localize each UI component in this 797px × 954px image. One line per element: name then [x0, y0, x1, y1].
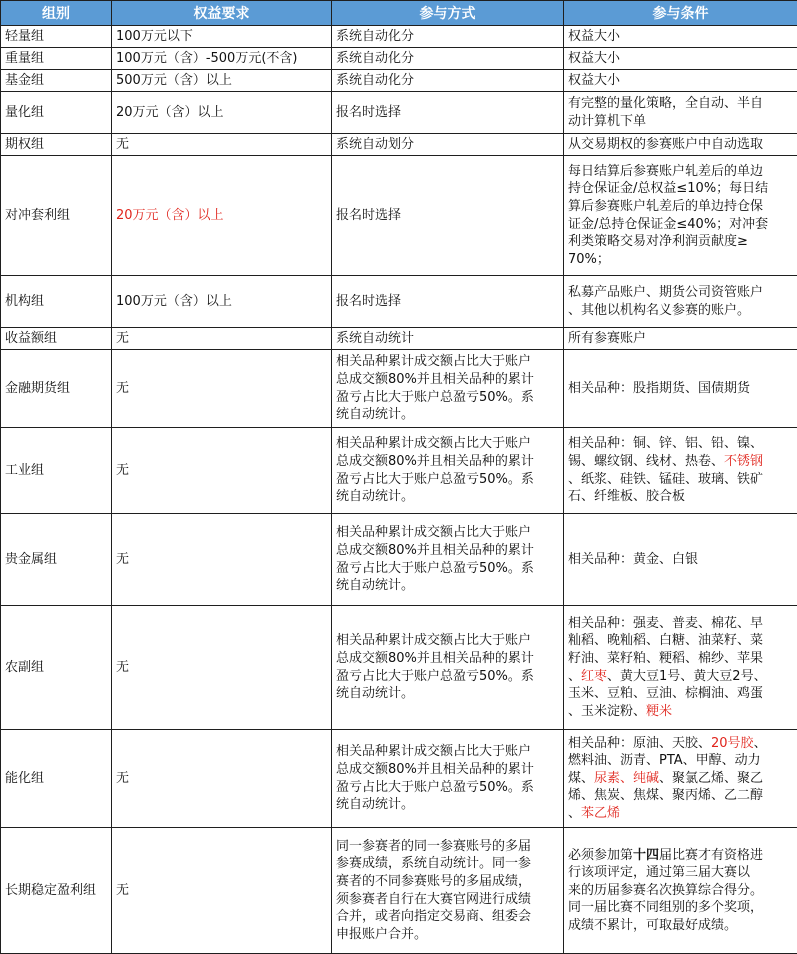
- condition-text: 、: [568, 806, 581, 821]
- highlighted-term: 粳米: [646, 704, 672, 719]
- cell-group: 基金组: [1, 70, 112, 92]
- method-line: 统自动统计。: [336, 577, 559, 595]
- cell-group: 长期稳定盈利组: [1, 828, 112, 954]
- condition-text: 、玉米淀粉、: [568, 704, 646, 719]
- condition-line: [568, 216, 793, 234]
- condition-line: [568, 685, 793, 703]
- header-group: 组别: [1, 1, 112, 26]
- cell-equity: 无: [112, 606, 332, 730]
- method-line: 合并，或者向指定交易商、组委会: [336, 908, 559, 926]
- method-line: 统自动统计。: [336, 488, 559, 506]
- cell-conditions: [564, 276, 797, 328]
- condition-text: 相关品种：黄金、白银: [568, 552, 698, 567]
- table-row: [1, 48, 797, 70]
- method-line: 盈亏占比大于账户总盈亏50%。系: [336, 668, 559, 686]
- cell-equity: 无: [112, 328, 332, 350]
- condition-text: 算后参赛账户轧差后的单边持仓保: [568, 199, 763, 214]
- condition-line: [568, 551, 793, 569]
- cell-equity: 500万元（含）以上: [112, 70, 332, 92]
- cell-group: 机构组: [1, 276, 112, 328]
- condition-text: 相关品种：原油、天胶、: [568, 736, 711, 751]
- condition-text: 利类策略交易对净利润贡献度≥: [568, 234, 748, 249]
- cell-conditions: [564, 48, 797, 70]
- condition-line: [568, 251, 793, 269]
- cell-equity: 无: [112, 514, 332, 606]
- table-row: [1, 606, 797, 730]
- condition-line: [568, 770, 793, 788]
- cell-group: 量化组: [1, 92, 112, 134]
- condition-text: 煤、: [568, 771, 594, 786]
- header-row: [1, 1, 797, 26]
- condition-text: 70%；: [568, 252, 610, 267]
- cell-group: 金融期货组: [1, 350, 112, 428]
- table-row: [1, 428, 797, 514]
- cell-method: [332, 428, 564, 514]
- condition-text: 有完整的量化策略，全自动、半自: [568, 96, 763, 111]
- condition-text: 持仓保证金/总权益≤10%；每日结: [568, 181, 768, 196]
- cell-conditions: [564, 328, 797, 350]
- method-line: 相关品种累计成交额占比大于账户: [336, 353, 559, 371]
- method-line: 总成交额80%并且相关品种的累计: [336, 453, 559, 471]
- condition-line: [568, 453, 793, 471]
- cell-conditions: [564, 26, 797, 48]
- cell-method: 系统自动化分: [332, 26, 564, 48]
- cell-group: 轻量组: [1, 26, 112, 48]
- cell-equity: 无: [112, 730, 332, 828]
- highlighted-term: 20号胶: [711, 736, 754, 751]
- cell-equity: 20万元（含）以上: [112, 156, 332, 276]
- header-equity: 权益要求: [112, 1, 332, 26]
- cell-method: 系统自动统计: [332, 328, 564, 350]
- highlighted-term: 不锈钢: [724, 454, 763, 469]
- method-line: 参赛成绩，系统自动统计。同一参: [336, 855, 559, 873]
- cell-equity: 无: [112, 134, 332, 156]
- cell-method: 报名时选择: [332, 156, 564, 276]
- method-line: 申报账户合并。: [336, 926, 559, 944]
- cell-group: 工业组: [1, 428, 112, 514]
- table-row: [1, 134, 797, 156]
- cell-method: [332, 828, 564, 954]
- method-line: 盈亏占比大于账户总盈亏50%。系: [336, 779, 559, 797]
- condition-line: [568, 787, 793, 805]
- cell-conditions: [564, 730, 797, 828]
- cell-equity: 100万元（含）-500万元(不含): [112, 48, 332, 70]
- condition-line: [568, 488, 793, 506]
- condition-text: 、: [568, 669, 581, 684]
- table-row: [1, 156, 797, 276]
- condition-line: [568, 95, 793, 113]
- method-line: 相关品种累计成交额占比大于账户: [336, 632, 559, 650]
- table-row: [1, 730, 797, 828]
- cell-equity: 无: [112, 350, 332, 428]
- condition-text: 权益大小: [568, 51, 620, 66]
- table-row: [1, 70, 797, 92]
- cell-group: 收益额组: [1, 328, 112, 350]
- cell-group: 重量组: [1, 48, 112, 70]
- cell-conditions: [564, 92, 797, 134]
- condition-text: 私募产品账户、期货公司资管账户: [568, 285, 763, 300]
- cell-equity: 无: [112, 828, 332, 954]
- method-line: 统自动统计。: [336, 406, 559, 424]
- cell-method: 系统自动化分: [332, 70, 564, 92]
- table-row: [1, 828, 797, 954]
- condition-text: 玉米、豆粕、豆油、棕榈油、鸡蛋: [568, 686, 763, 701]
- cell-conditions: [564, 514, 797, 606]
- highlighted-term: 尿素、纯碱: [594, 771, 659, 786]
- method-line: 须参赛者自行在大赛官网进行成绩: [336, 891, 559, 909]
- condition-text: 、聚氯乙烯、聚乙: [659, 771, 763, 786]
- condition-text: 从交易期权的参赛账户中自动选取: [568, 137, 763, 152]
- method-line: 总成交额80%并且相关品种的累计: [336, 542, 559, 560]
- cell-method: [332, 514, 564, 606]
- cell-equity: 100万元（含）以上: [112, 276, 332, 328]
- condition-line: [568, 864, 793, 882]
- condition-text: 籽油、菜籽粕、粳稻、棉纱、苹果: [568, 651, 763, 666]
- cell-method: [332, 606, 564, 730]
- condition-text: 、纸浆、硅铁、锰硅、玻璃、铁矿: [568, 472, 763, 487]
- method-line: 总成交额80%并且相关品种的累计: [336, 371, 559, 389]
- condition-line: [568, 435, 793, 453]
- table-body: [1, 26, 797, 954]
- condition-text: 来的历届参赛名次换算综合得分。: [568, 883, 763, 898]
- condition-line: [568, 650, 793, 668]
- cell-group: 对冲套利组: [1, 156, 112, 276]
- method-line: 盈亏占比大于账户总盈亏50%。系: [336, 560, 559, 578]
- table-row: [1, 328, 797, 350]
- condition-line: [568, 284, 793, 302]
- condition-text: 、其他以机构名义参赛的账户。: [568, 303, 750, 318]
- condition-text: 权益大小: [568, 29, 620, 44]
- cell-conditions: [564, 156, 797, 276]
- method-line: 同一参赛者的同一参赛账号的多届: [336, 838, 559, 856]
- condition-line: [568, 330, 793, 348]
- condition-text: 权益大小: [568, 73, 620, 88]
- method-line: 赛者的不同参赛账号的多届成绩，: [336, 873, 559, 891]
- cell-method: 报名时选择: [332, 276, 564, 328]
- condition-line: [568, 899, 793, 917]
- condition-line: [568, 198, 793, 216]
- condition-line: [568, 632, 793, 650]
- cell-method: 系统自动划分: [332, 134, 564, 156]
- condition-line: [568, 847, 793, 865]
- table-row: [1, 276, 797, 328]
- condition-text: 燃料油、沥青、PTA、甲醇、动力: [568, 753, 761, 768]
- method-line: 总成交额80%并且相关品种的累计: [336, 650, 559, 668]
- condition-line: [568, 882, 793, 900]
- condition-text: 所有参赛账户: [568, 331, 646, 346]
- condition-line: [568, 805, 793, 823]
- cell-conditions: [564, 134, 797, 156]
- condition-line: [568, 233, 793, 251]
- highlighted-term: 红枣: [581, 669, 607, 684]
- method-line: 盈亏占比大于账户总盈亏50%。系: [336, 471, 559, 489]
- cell-conditions: [564, 606, 797, 730]
- condition-text: 相关品种：铜、锌、铝、铅、镍、: [568, 436, 763, 451]
- condition-text: 、黄大豆1号、黄大豆2号、: [607, 669, 767, 684]
- condition-line: [568, 735, 793, 753]
- condition-line: [568, 180, 793, 198]
- condition-text: 动计算机下单: [568, 114, 646, 129]
- method-line: 统自动统计。: [336, 796, 559, 814]
- cell-method: 系统自动化分: [332, 48, 564, 70]
- cell-method: [332, 350, 564, 428]
- cell-group: 能化组: [1, 730, 112, 828]
- condition-text: 相关品种：强麦、普麦、棉花、早: [568, 616, 763, 631]
- cell-conditions: [564, 828, 797, 954]
- condition-text: 相关品种：股指期货、国债期货: [568, 381, 750, 396]
- table-row: [1, 26, 797, 48]
- condition-text: 烯、焦炭、焦煤、聚丙烯、乙二醇: [568, 788, 763, 803]
- condition-text: 、: [754, 736, 767, 751]
- cell-group: 农副组: [1, 606, 112, 730]
- condition-line: [568, 302, 793, 320]
- method-line: 相关品种累计成交额占比大于账户: [336, 435, 559, 453]
- condition-text: 每日结算后参赛账户轧差后的单边: [568, 164, 763, 179]
- condition-line: [568, 668, 793, 686]
- condition-line: [568, 380, 793, 398]
- condition-line: [568, 615, 793, 633]
- condition-line: [568, 752, 793, 770]
- cell-equity: 100万元以下: [112, 26, 332, 48]
- cell-conditions: [564, 428, 797, 514]
- cell-conditions: [564, 350, 797, 428]
- condition-text: 证金/总持仓保证金≤40%；对冲套: [568, 217, 768, 232]
- condition-text: 必须参加第: [568, 848, 633, 863]
- condition-line: [568, 113, 793, 131]
- condition-line: [568, 28, 793, 46]
- condition-text: 石、纤维板、胶合板: [568, 489, 685, 504]
- condition-line: [568, 703, 793, 721]
- cell-method: [332, 730, 564, 828]
- condition-line: [568, 50, 793, 68]
- header-conditions: 参与条件: [564, 1, 797, 26]
- table-row: [1, 92, 797, 134]
- cell-equity: 无: [112, 428, 332, 514]
- cell-conditions: [564, 70, 797, 92]
- condition-text: 成绩不累计，可取最好成绩。: [568, 918, 737, 933]
- condition-text: 籼稻、晚籼稻、白糖、油菜籽、菜: [568, 633, 763, 648]
- condition-line: [568, 163, 793, 181]
- cell-group: 贵金属组: [1, 514, 112, 606]
- table-row: [1, 350, 797, 428]
- condition-text: 锡、螺纹钢、线材、热卷、: [568, 454, 724, 469]
- cell-group: 期权组: [1, 134, 112, 156]
- method-line: 统自动统计。: [336, 685, 559, 703]
- condition-line: [568, 471, 793, 489]
- highlighted-term: 苯乙烯: [581, 806, 620, 821]
- cell-method: 报名时选择: [332, 92, 564, 134]
- table-row: [1, 514, 797, 606]
- method-line: 盈亏占比大于账户总盈亏50%。系: [336, 389, 559, 407]
- condition-line: [568, 72, 793, 90]
- condition-text: 行该项评定，通过第三届大赛以: [568, 865, 750, 880]
- method-line: 总成交额80%并且相关品种的累计: [336, 761, 559, 779]
- condition-line: [568, 136, 793, 154]
- condition-text: 同一届比赛不同组别的多个奖项，: [568, 900, 763, 915]
- cell-equity: 20万元（含）以上: [112, 92, 332, 134]
- header-method: 参与方式: [332, 1, 564, 26]
- condition-line: [568, 917, 793, 935]
- condition-text: 十四: [633, 848, 659, 863]
- method-line: 相关品种累计成交额占比大于账户: [336, 524, 559, 542]
- method-line: 相关品种累计成交额占比大于账户: [336, 743, 559, 761]
- condition-text: 届比赛才有资格进: [659, 848, 763, 863]
